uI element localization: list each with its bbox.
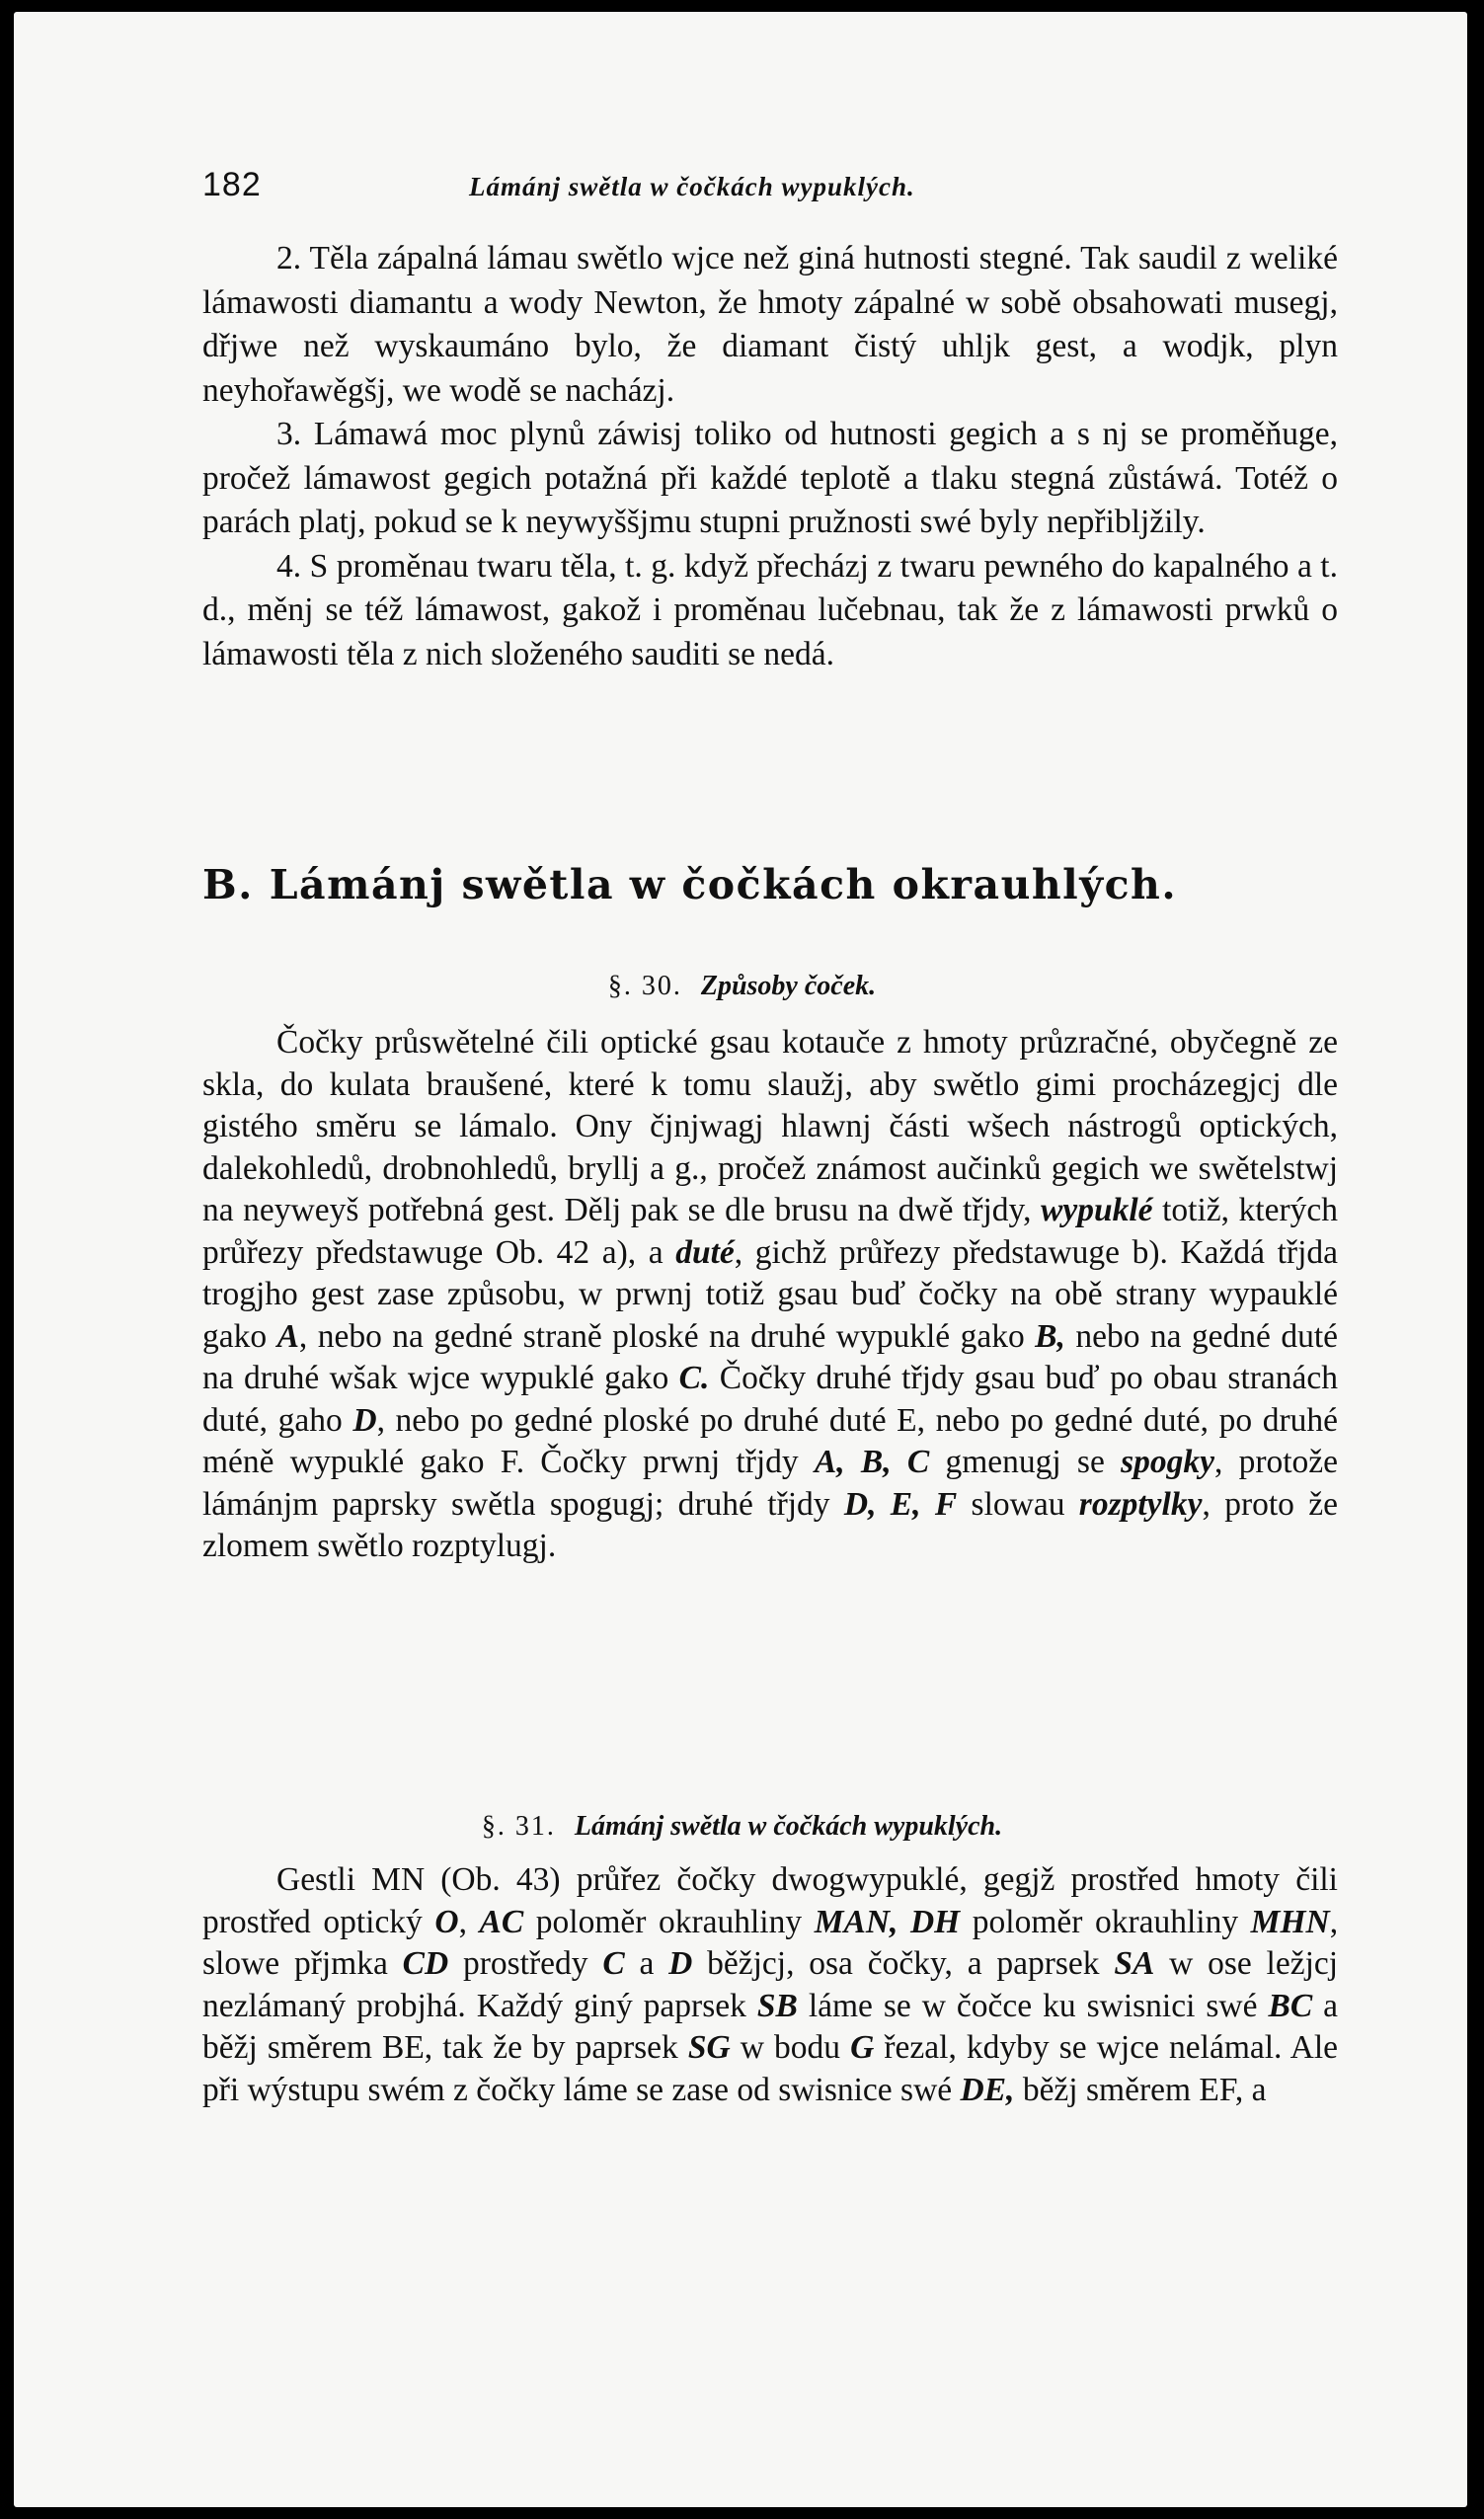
- text-run: poloměr okrauhliny: [972, 1903, 1239, 1940]
- section-31-body: [202, 1859, 1338, 2111]
- letter-c: C.: [678, 1360, 710, 1396]
- page-header: [202, 166, 1071, 215]
- text-run: gmenugj se: [945, 1444, 1105, 1480]
- text-run: Čočky průswětelné čili optické gsau kotauče z hmoty průzračné, obyčegně ze skla, do kulata braušené, které k tomu slaužj, aby swětlo gimi procházegjcj dle gistého směru se lámalo. Ony čjnjwagj hlawnj části wšech nástrogů optických, dalekohledů, drobnohledů, bryllj a g., pročež známost aučinků gegich we swětelstwj na neyweyš potřebná gest. Dělj pak se dle brusu na dwě třjdy,: [202, 1024, 1338, 1228]
- text-run: a: [639, 1945, 655, 1982]
- term-dute: duté: [675, 1233, 735, 1271]
- text-run: w bodu: [740, 2029, 841, 2066]
- section-heading-b: B. Lámánj swětla w čočkách okrauhlých.: [202, 861, 1178, 908]
- text-run: w ose ležjcj nezlámaný probjhá. Každý giný paprsek: [202, 1945, 1339, 2024]
- text-run: Čočky druhé třjdy gsau buď po obau stranách duté, gaho: [202, 1360, 1339, 1439]
- text-run: běžj směrem EF, a: [1022, 2071, 1267, 2108]
- text-run: nebo na gedné duté na druhé wšak wjce wypuklé gako: [202, 1317, 1339, 1396]
- text-run: , protože lámánjm paprsky swětla spogugj; druhé třjdy: [202, 1444, 1339, 1523]
- letters-sa: SA: [1114, 1945, 1155, 1982]
- letters-de: DE,: [960, 2071, 1015, 2108]
- term-rozptylky: rozptylky: [1078, 1485, 1203, 1523]
- paragraph-3: [202, 413, 1338, 545]
- letters-cd: CD: [402, 1945, 449, 1982]
- text-run: , slowe přjmka: [202, 1903, 1339, 1982]
- letters-sb: SB: [756, 1987, 798, 2024]
- letter-a: A: [276, 1317, 299, 1355]
- text-run: , nebo na gedné straně ploské na druhé wypuklé gako: [298, 1317, 1025, 1355]
- letter-d: D: [352, 1401, 377, 1439]
- letter-b: B,: [1035, 1317, 1065, 1355]
- section-number: §. 30.: [607, 971, 682, 1001]
- letter-c: C: [602, 1945, 625, 1982]
- text-run: prostředy: [462, 1945, 588, 1982]
- text-run: Gestli MN (Ob. 43) průřez čočky dwogwypuklé, gegjž prostřed hmoty čili prostřed optický: [202, 1861, 1338, 1940]
- text-run: , gichž průřezy předstawuge b). Každá třjda trogjho gest zase způsobu, w prwnj totiž gsau buď čočky na obě strany wypauklé gako: [202, 1233, 1339, 1355]
- section-30-paragraph: [202, 1022, 1338, 1568]
- section-number: §. 31.: [481, 1811, 556, 1842]
- text-run: , nebo po gedné ploské po druhé duté E, nebo po gedné duté, po druhé méně wypuklé gako F. Čočky prwnj třjdy: [202, 1401, 1339, 1480]
- text-run: slowau: [971, 1485, 1065, 1523]
- section-31-title: [0, 1811, 1484, 1843]
- letters-man: MAN,: [814, 1903, 898, 1940]
- section-name: Lámánj swětla w čočkách wypuklých.: [574, 1811, 1003, 1842]
- letters-ac: AC: [479, 1903, 524, 1940]
- letters-sg: SG: [687, 2029, 731, 2066]
- section-31-paragraph: [202, 1859, 1338, 2111]
- term-spogky: spogky: [1121, 1444, 1214, 1480]
- text-run: řezal, kdyby se wjce nelámal. Ale při wýstupu swém z čočky láme se zase od swisnice swé: [202, 2029, 1339, 2108]
- section-name: Způsoby čoček.: [700, 971, 877, 1001]
- letter-o: O: [434, 1903, 459, 1940]
- text-run: běžjcj, osa čočky, a paprsek: [707, 1945, 1100, 1982]
- page-number: 182: [202, 166, 262, 203]
- text-run: , proto že zlomem swětlo rozptylugj.: [202, 1485, 1338, 1564]
- top-paragraphs: [202, 237, 1338, 676]
- running-title: Lámánj swětla w čočkách wypuklých.: [469, 172, 915, 201]
- text-run: totiž, kterých průřezy předstawuge Ob. 42 a), a: [202, 1192, 1339, 1271]
- letters-dh: DH: [909, 1903, 961, 1940]
- letters-bc: BC: [1268, 1987, 1313, 2024]
- paragraph-2: [202, 237, 1338, 413]
- paragraph-text: 3. Lámawá moc plynů záwisj toliko od hutnosti gegich a s nj se proměňuge, pročež lámawost gegich potažná při každé teplotě a tlaku stegná zůstáwá. Totéž o parách platj, pokud se k neywyššjmu stupni pružnosti swé byly nepřibljžily.: [202, 416, 1338, 540]
- letters-mhn: MHN: [1250, 1903, 1330, 1940]
- text-run: poloměr okrauhliny: [535, 1903, 803, 1940]
- letters-abc: A, B, C: [814, 1444, 930, 1480]
- letter-g: G: [850, 2029, 875, 2066]
- text-run: láme se w čočce ku swisnici swé: [808, 1987, 1258, 2024]
- letters-def: D, E, F: [843, 1485, 958, 1523]
- letter-d: D: [668, 1945, 693, 1982]
- section-30-title: [0, 971, 1484, 1002]
- paragraph-text: 2. Těla zápalná lámau swětlo wjce než giná hutnosti stegné. Tak saudil z weliké lámawosti diamantu a wody Newton, že hmoty zápalné w sobě obsahowati musegj, dřjwe než wyskaumáno bylo, že diamant čistý uhljk gest, a wodjk, plyn neyhořawěgšj, we wodě se nacházj.: [202, 240, 1338, 409]
- text-run: ,: [458, 1903, 467, 1940]
- paragraph-4: [202, 545, 1338, 677]
- term-wypukle: wypuklé: [1041, 1192, 1153, 1228]
- section-30-body: [202, 1022, 1338, 1568]
- paragraph-text: 4. S proměnau twaru těla, t. g. když přecházj z twaru pewného do kapalného a t. d., měnj se též lámawost, gakož i proměnau lučebnau, tak že z lámawosti prwků o lámawosti těla z nich složeného sauditi se nedá.: [202, 547, 1338, 672]
- text-run: a běžj směrem BE, tak že by paprsek: [202, 1987, 1339, 2066]
